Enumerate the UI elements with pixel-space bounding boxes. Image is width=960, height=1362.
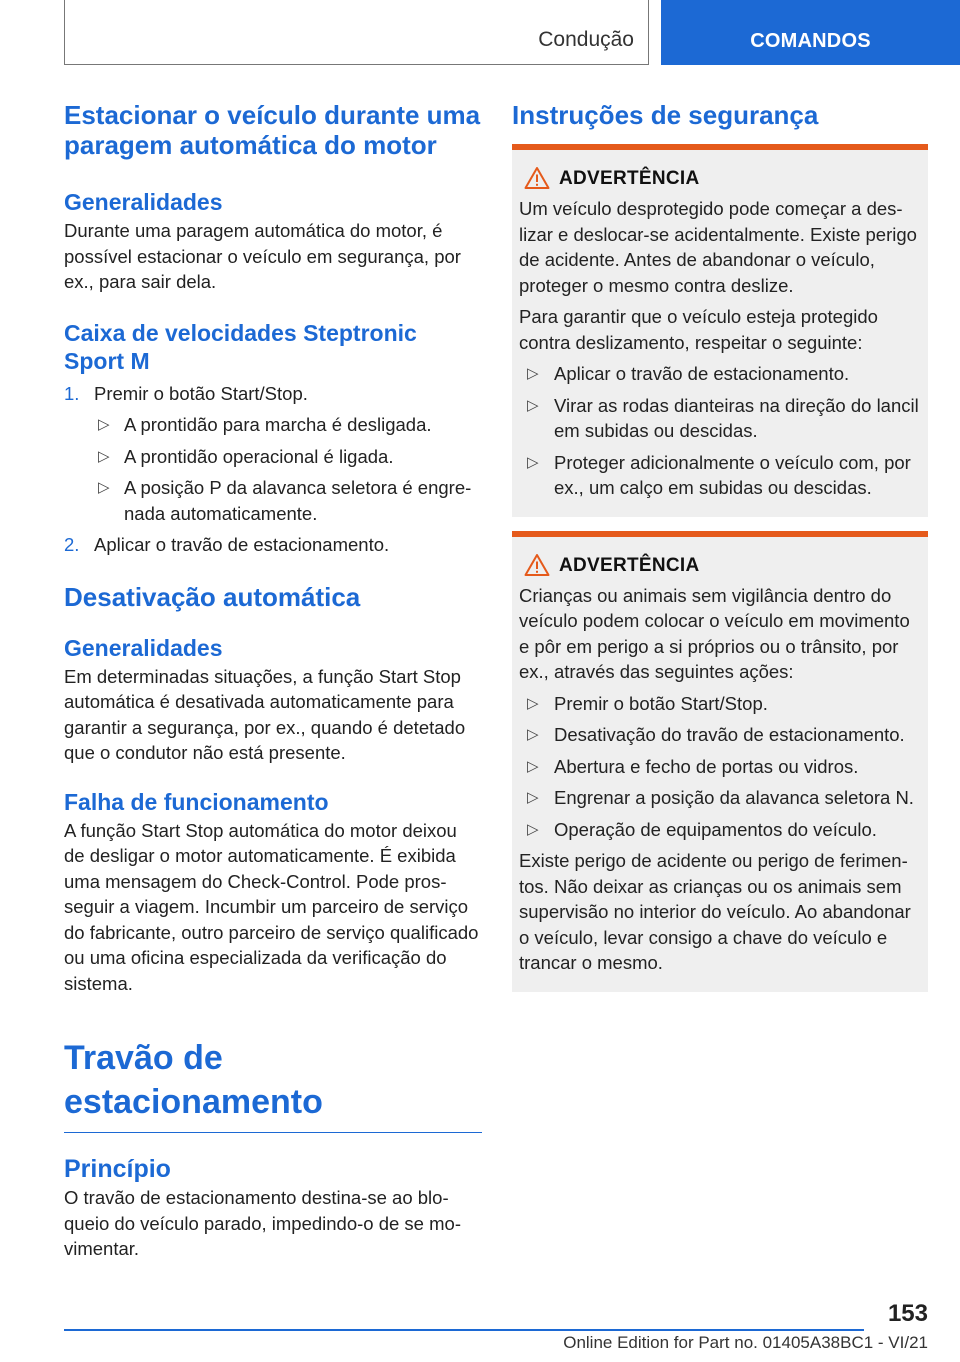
warning-box-2 (512, 531, 928, 992)
triangle-bullet-icon: ▷ (527, 789, 539, 806)
step-list (64, 381, 482, 558)
list-item-step-1 (64, 381, 482, 527)
step-number: 2. (64, 534, 80, 555)
step-1-bullets (94, 412, 482, 526)
warning-1-paragraph-1: Um veículo desprotegido pode começar a deslizar e deslocar-se acidentalmente. Existe perigo de acidente. Antes de abandonar o veículo, proteger o mesmo contra deslize. (519, 198, 917, 296)
triangle-bullet-icon: ▷ (527, 726, 539, 743)
warning-title: ADVERTÊNCIA (519, 166, 920, 192)
step-number: 1. (64, 382, 80, 404)
footer-divider (64, 1329, 864, 1331)
warning-1-paragraph-2: Para garantir que o veículo esteja protegido contra deslizamento, respeitar o seguinte: (519, 306, 878, 353)
list-item-step-2 (64, 532, 482, 558)
list-item: ▷ Aplicar o travão de estacionamento. (519, 361, 920, 387)
list-item: ▷ Premir o botão Start/Stop. (519, 691, 920, 717)
list-item: ▷ Desativação do travão de estacionamento. (519, 722, 920, 748)
section-title-auto-deactivation: Desativação automática (64, 581, 361, 612)
list-item: ▷ Virar as rodas dianteiras na direção do lancil em subidas ou descidas. (527, 394, 919, 441)
step-text: Aplicar o travão de estacionamento. (94, 534, 390, 555)
subsection-title-malfunction: Falha de funcionamento (64, 788, 329, 815)
page-number: 153 (887, 1300, 928, 1327)
subsection-title-gearbox: Caixa de velocidades Steptronic Sport M (64, 319, 417, 374)
paragraph-general-2: Em determinadas situações, a função Start Stop automática é desativada automaticamente para garantir a segurança, por ex., quando é detetado que o condutor não está presente. (64, 665, 466, 763)
warning-title: ADVERTÊNCIA (519, 553, 920, 579)
left-column (64, 100, 482, 1262)
paragraph-malfunction: A função Start Stop automática do motor deixou de desligar o motor automaticamente. É exibida uma mensagem do Check-Control. Pode prosseguir a viagem. Incumbir um parceiro de serviço do fabricante, outro parceiro de serviço qualificado ou uma oficina especializada da verificação do sistema. (64, 819, 479, 994)
list-item: ▷ A posição P da alavanca seletora é engrenada automaticamente. (98, 477, 472, 524)
chapter-title-parking-brake: Travão de estacionamento (64, 1036, 482, 1133)
triangle-bullet-icon: ▷ (527, 453, 539, 471)
subsection-title-principle: Princípio (64, 1155, 171, 1183)
triangle-bullet-icon: ▷ (98, 447, 110, 465)
list-item: ▷ Proteger adicionalmente o veículo com, por ex., um calço em subidas ou descidas. (527, 451, 911, 498)
paragraph-principle: O travão de estacionamento destina-se ao bloqueio do veículo parado, impedindo-o de se movimentar. (64, 1187, 461, 1259)
warning-triangle-icon (524, 553, 550, 577)
step-text: Premir o botão Start/Stop. (94, 382, 308, 404)
paragraph-general-1: Durante uma paragem automática do motor, é possível estacionar o veículo em segurança, por ex., para sair dela. (64, 220, 461, 292)
warning-triangle-icon (524, 166, 550, 190)
triangle-bullet-icon: ▷ (527, 694, 539, 712)
section-title-parking-auto-stop: Estacionar o veículo durante uma paragem automática do motor (64, 100, 481, 160)
subsection-title-general-1: Generalidades (64, 189, 223, 215)
section-title-safety: Instruções de segurança (512, 100, 819, 130)
header-chapter-tab (661, 0, 960, 65)
warning-2-paragraph-2: Existe perigo de acidente ou perigo de ferimentos. Não deixar as crianças ou os animais sem supervisão no interior do veículo. Ao abandonar o veículo, levar consigo a chave do veículo e trancar o mesmo. (519, 850, 911, 973)
warning-2-paragraph-1: Crianças ou animais sem vigilância dentro do veículo podem colocar o veículo em movimento e pôr em perigo a si próprios ou o trânsito, por ex., através das seguintes ações: (519, 584, 910, 682)
triangle-bullet-icon: ▷ (98, 479, 110, 496)
triangle-bullet-icon: ▷ (527, 365, 539, 382)
list-item: ▷ Operação de equipamentos do veículo. (519, 817, 920, 843)
warning-2-bullets (519, 691, 920, 843)
warning-1-bullets (519, 361, 920, 501)
right-column (512, 100, 928, 992)
triangle-bullet-icon: ▷ (527, 396, 539, 414)
triangle-bullet-icon: ▷ (98, 416, 110, 433)
header-chapter-label: COMANDOS (750, 30, 871, 52)
footer-edition-text: Online Edition for Part no. 01405A38BC1 - VI/21 (563, 1333, 928, 1352)
header-section-frame (64, 0, 649, 65)
list-item: ▷ A prontidão para marcha é desligada. (94, 412, 482, 438)
triangle-bullet-icon: ▷ (527, 757, 539, 775)
list-item: ▷ A prontidão operacional é ligada. (94, 444, 482, 470)
list-item: ▷ Engrenar a posição da alavanca seletora N. (519, 785, 920, 811)
header-section-label: Condução (538, 28, 634, 51)
triangle-bullet-icon: ▷ (527, 820, 539, 838)
warning-box-1 (512, 144, 928, 517)
list-item: ▷ Abertura e fecho de portas ou vidros. (519, 754, 920, 780)
subsection-title-general-2: Generalidades (64, 634, 223, 661)
